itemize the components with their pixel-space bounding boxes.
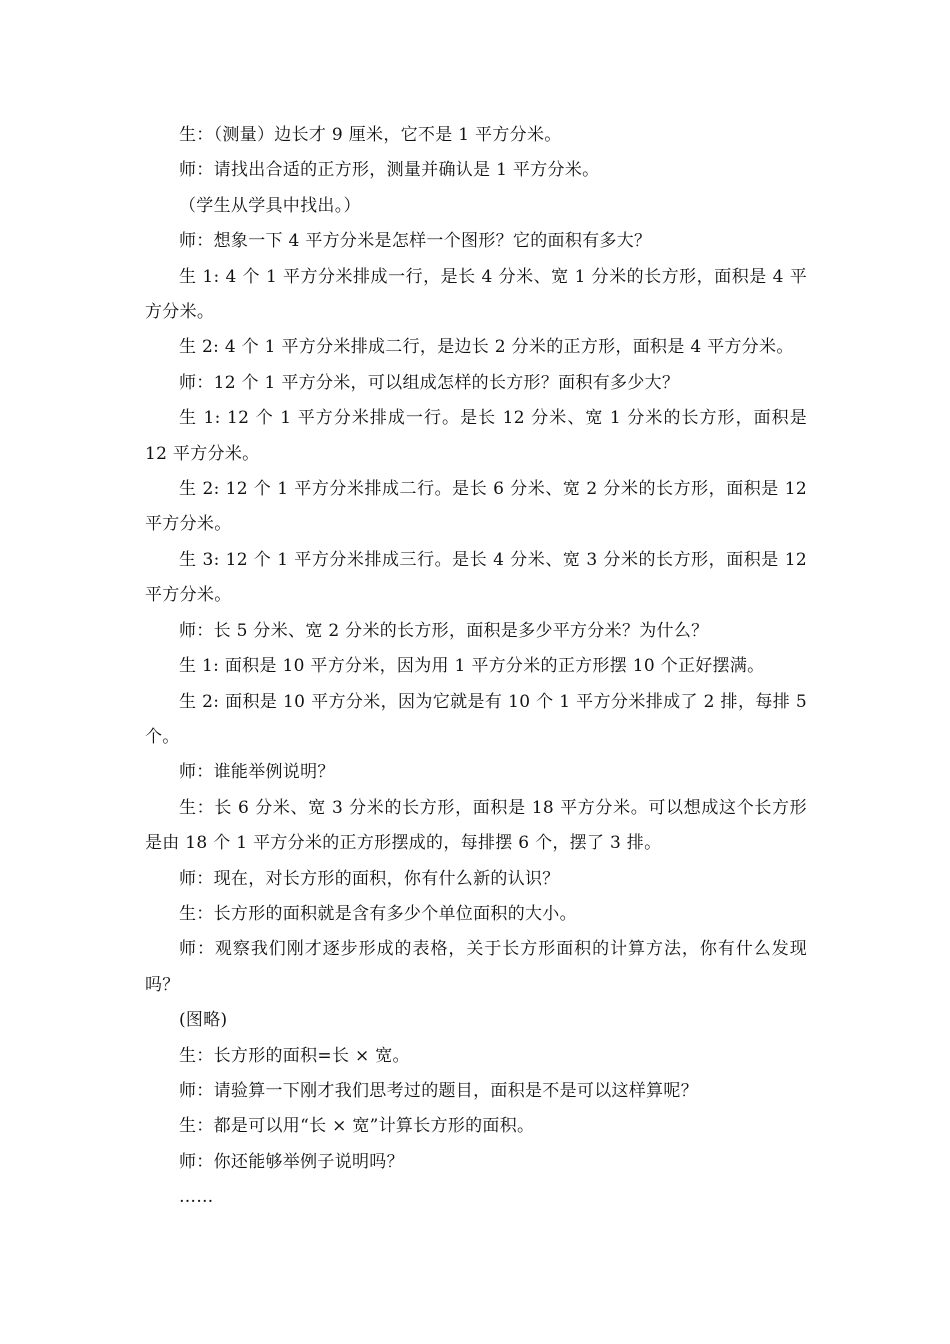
paragraph: 师：请找出合适的正方形，测量并确认是 1 平方分米。 — [179, 160, 600, 181]
paragraph: 生 2: 面积是 10 平方分米，因为它就是有 10 个 1 平方分米排成了 2 排，每排 5 个。 — [145, 691, 807, 747]
paragraph: 生 2: 12 个 1 平方分米排成二行。是长 6 分米、宽 2 分米的长方形，面积是 12 平方分米。 — [145, 479, 807, 535]
paragraph: 师：请验算一下刚才我们思考过的题目，面积是不是可以这样算呢？ — [179, 1080, 698, 1101]
paragraph: （学生从学具中找出。） — [179, 195, 361, 216]
paragraph: 生：长 6 分米、宽 3 分米的长方形，面积是 18 平方分米。可以想成这个长方形是由 18 个 1 平方分米的正方形摆成的，每排摆 6 个，摆了 3 排。 — [145, 797, 807, 854]
paragraph: 生 1: 面积是 10 平方分米，因为用 1 平方分米的正方形摆 10 个正好摆满。 — [179, 656, 765, 677]
paragraph: 师：12 个 1 平方分米，可以组成怎样的长方形？面积有多少大？ — [179, 372, 680, 393]
paragraph: 师：想象一下 4 平方分米是怎样一个图形？它的面积有多大？ — [179, 231, 652, 252]
paragraph: 生 1: 4 个 1 平方分米排成一行，是长 4 分米、宽 1 分米的长方形，面积是 4 平方分米。 — [145, 266, 807, 323]
paragraph: 生：都是可以用“长 × 宽”计算长方形的面积。 — [179, 1116, 535, 1137]
paragraph: 生：长方形的面积就是含有多少个单位面积的大小。 — [179, 903, 577, 924]
paragraph: 生：长方形的面积=长 × 宽。 — [179, 1045, 410, 1066]
paragraph: 生 2: 4 个 1 平方分米排成二行，是边长 2 分米的正方形，面积是 4 平方分米。 — [179, 337, 794, 358]
paragraph: …… — [179, 1187, 214, 1208]
paragraph: 师：观察我们刚才逐步形成的表格，关于长方形面积的计算方法，你有什么发现吗？ — [145, 939, 807, 995]
document-body — [145, 118, 807, 1216]
paragraph: 生：（测量）边长才 9 厘米，它不是 1 平方分米。 — [179, 125, 562, 145]
paragraph: 师：谁能举例说明？ — [179, 762, 335, 783]
paragraph: 师：你还能够举例子说明吗？ — [179, 1151, 404, 1172]
paragraph: 师：现在，对长方形的面积，你有什么新的认识？ — [179, 868, 560, 889]
paragraph: (图略) — [179, 1010, 228, 1031]
paragraph: 师：长 5 分米、宽 2 分米的长方形，面积是多少平方分米？为什么？ — [179, 620, 709, 641]
paragraph: 生 3: 12 个 1 平方分米排成三行。是长 4 分米、宽 3 分米的长方形，面积是 12 平方分米。 — [145, 549, 807, 606]
paragraph: 生 1: 12 个 1 平方分米排成一行。是长 12 分米、宽 1 分米的长方形，面积是 12 平方分米。 — [145, 408, 807, 464]
